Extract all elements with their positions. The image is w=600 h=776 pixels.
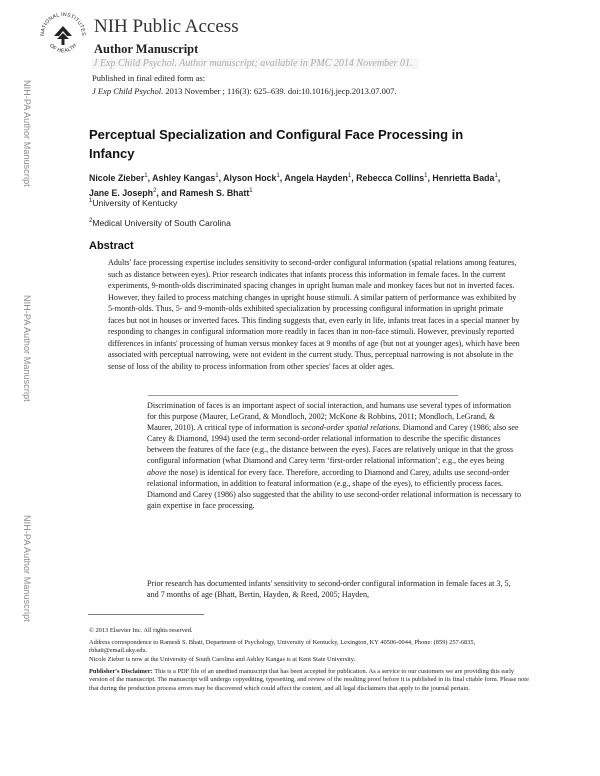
emphasis-text: second-order spatial relations: [301, 423, 399, 433]
author-name: Ramesh S. Bhatt: [179, 187, 250, 198]
affiliation-number: 1: [89, 198, 93, 205]
abstract-divider: [148, 395, 458, 396]
abstract-heading: Abstract: [89, 240, 134, 252]
author-affiliation-marker: 1: [144, 173, 148, 179]
author-list: Nicole Zieber$^1$, Ashley Kangas$^1$, Alyson Hock$^1$, Angela Hayden$^1$, Rebecca Collins$^1$, Henrietta Bada$^1$, Jane E. Joseph$^2$, and Ramesh S. Bhatt$^1$: [89, 172, 501, 198]
logo-text-bottom: OF HEALTH: [47, 42, 79, 55]
affiliation-text: Medical University of South Carolina: [92, 218, 231, 228]
author-affiliation-marker: 1: [347, 173, 352, 179]
nih-public-access-title: NIH Public Access: [94, 16, 239, 37]
disclaimer-label: Publisher's Disclaimer:: [89, 668, 153, 675]
correspondence-address: Address correspondence to Ramesh S. Bhatt, Department of Psychology, University of Kentucky, Lexington, KY 40506-0044, Phone: (859) 257-6835, rbhatt@email.uky.edu.: [89, 639, 476, 655]
nih-logo: [36, 6, 90, 60]
paragraph-text: Discrimination of faces is an important aspect of social interaction, and humans use several types of information for this purpose (Maurer, LeGrand, & Mondloch, 2002; McKone & Robbins, 2011; Mondloch, LeGrand, & Maurer, 2010). A critical type of information is: [147, 401, 511, 433]
journal-name: J Exp Child Psychol.: [92, 86, 164, 96]
disclaimer-text: This is a PDF file of an unedited manuscript that has been accepted for publication. As a service to our customers we are providing this early version of the manuscript. The manuscript will undergo copyediting, typesetting, and review of the resulting proof before it is published in its final citable form. Please note that during the production process errors may be discovered which could affect the content, and all legal disclaimers that apply to the journal pertain.: [89, 668, 529, 692]
eagle-emblem-icon: [54, 26, 72, 45]
article-title: Perceptual Specialization and Configural Face Processing in Infancy: [89, 127, 464, 161]
author-name: Henrietta Bada: [432, 172, 495, 183]
affiliation: [89, 218, 231, 228]
author-note: Nicole Zieber is now at the University of South Carolina and Ashley Kangas is at Kent State University.: [89, 656, 356, 663]
author-name: Angela Hayden: [284, 172, 348, 183]
body-paragraph: Prior research has documented infants' sensitivity to second-order configural information in female faces at 3, 5, and 7 months of age (Bhatt, Bertin, Hayden, & Reed, 2005; Hayden,: [147, 579, 511, 600]
affiliation-text: University of Kentucky: [92, 198, 178, 208]
author-affiliation-marker: 1: [215, 173, 219, 179]
paragraph-text: the nose) is identical for every face. Therefore, according to Diamond and Carey, adults use second-order relational information, in addition to featural information (e.g., shape of the eyes), to efficiently process faces. Diamond and Carey (1986) also suggested that the ability to use second-order relational information is necessary to gain expertise in face processing.: [147, 467, 522, 510]
svg-text:NATIONAL INSTITUTES: [40, 12, 86, 36]
side-label: NIH-PA Author Manuscript: [22, 515, 32, 622]
author-manuscript-label: Author Manuscript: [94, 42, 199, 56]
side-label: NIH-PA Author Manuscript: [22, 80, 32, 187]
manuscript-citation-line: J Exp Child Psychol. Author manuscript; available in PMC 2014 November 01.: [91, 58, 419, 69]
publisher-disclaimer: [89, 668, 529, 693]
paragraph-text: . Diamond and Carey (1986; also see Carey & Diamond, 1994) used the term second-order relational information to describe the specific distances between the features of the face (e.g., the distance between the eyes). Faces are relatively unique in that the gross configural information (what Diamond and Carey term ‘first-order relational information’; e.g., the eyes being: [147, 423, 519, 466]
author-name: Jane E. Joseph: [89, 187, 154, 198]
author-name: Nicole Zieber: [89, 172, 145, 183]
author-affiliation-marker: 1: [494, 173, 498, 179]
and-word: and: [161, 187, 177, 198]
author-affiliation-marker: 1: [424, 173, 428, 179]
body-paragraph: [147, 400, 522, 511]
side-label: NIH-PA Author Manuscript: [22, 295, 32, 402]
affiliation-number: 2: [89, 218, 93, 225]
author-name: Ashley Kangas: [152, 172, 216, 183]
published-label: Published in final edited form as:: [92, 73, 206, 83]
journal-details: 2013 November ; 116(3): 625–639. doi:10.1016/j.jecp.2013.07.007.: [163, 86, 397, 96]
affiliation: [89, 198, 177, 208]
author-name: Rebecca Collins: [356, 172, 425, 183]
author-affiliation-marker: 1: [276, 173, 280, 179]
author-name: Alyson Hock: [223, 172, 277, 183]
logo-text-top: NATIONAL INSTITUTES: [39, 11, 87, 37]
emphasis-text: above: [147, 467, 167, 477]
footnote-divider: [88, 614, 204, 615]
author-affiliation-marker: 2: [153, 187, 157, 194]
published-citation: [92, 86, 396, 96]
side-labels: [18, 75, 32, 635]
author-affiliation-marker: 1: [249, 187, 253, 194]
copyright-notice: © 2013 Elsevier Inc. All rights reserved.: [89, 627, 193, 634]
abstract-body: Adults' face processing expertise includes sensitivity to second-order configural information (spatial relations among features, such as distance between eyes). Prior research indicates that infants process this information in female faces. In the current experiments, 9-month-olds discriminated spacing changes in upright human male and monkey faces but not in inverted faces. However, they failed to process matching changes in upright house stimuli. A similar pattern of performance was exhibited by 5-month-olds. Thus, 5- and 9-month-olds exhibited specialization by processing configural information in upright primate faces but not in houses or inverted faces. This finding suggests that, even early in life, infants treat faces in a special manner by responding to changes in configural information more readily in faces than in non-face stimuli. However, previously reported differences in infants' processing of human versus monkey faces at 9 months of age (but not at younger ages), which have been associated with perceptual narrowing, were not evident in the current study. Thus, perceptual narrowing is not absolute in the sense of loss of the ability to process information from other species' faces at older ages.: [108, 258, 520, 371]
